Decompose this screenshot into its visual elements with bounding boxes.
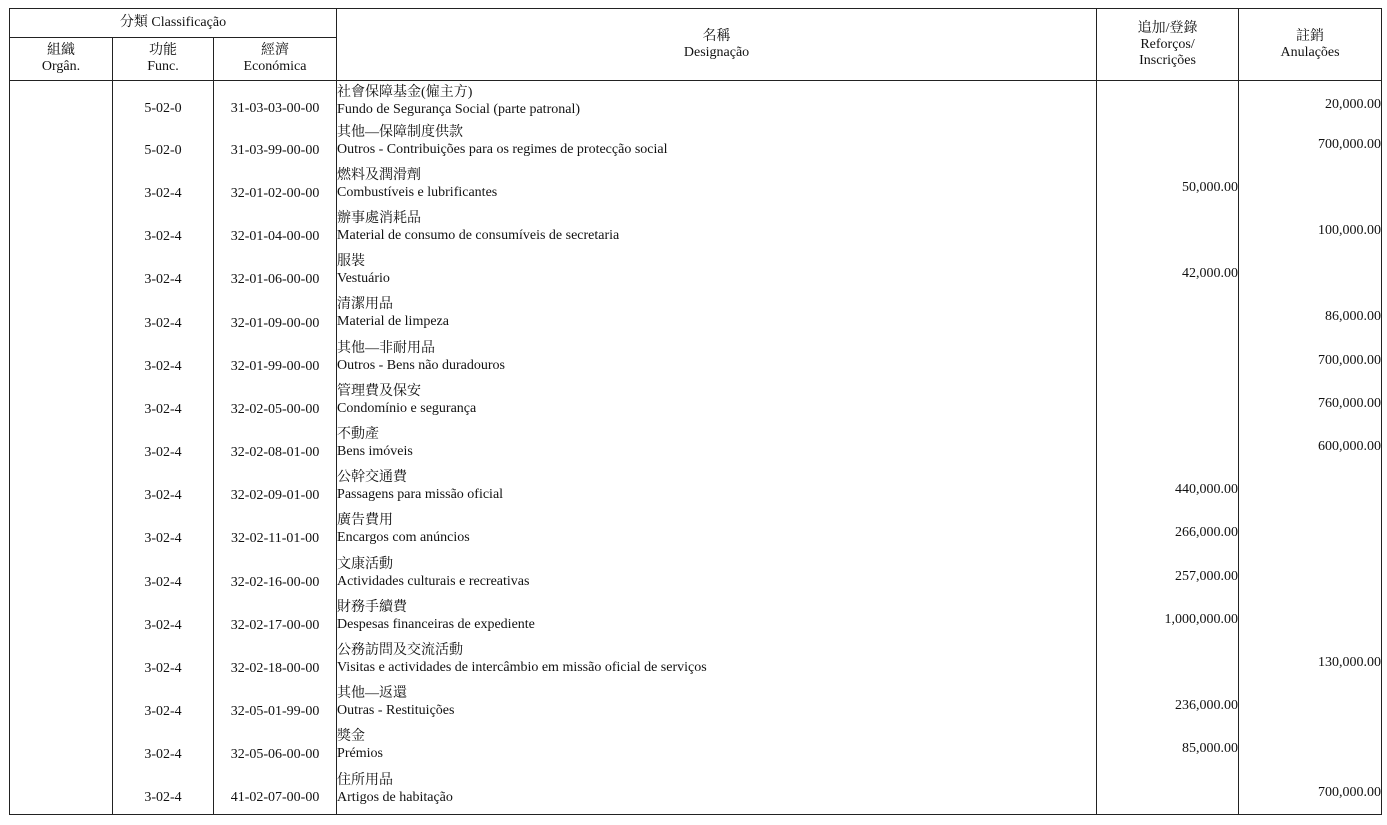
func-code: 3-02-4 [144, 617, 182, 633]
anulacao-cell [1239, 296, 1382, 339]
organ-cell [10, 728, 113, 771]
anulacao-cell [1239, 210, 1382, 253]
eco-code: 41-02-07-00-00 [230, 790, 320, 806]
reforco-amount: 42,000.00 [1182, 266, 1239, 282]
reforco-cell [1097, 685, 1239, 728]
organ-cell [10, 296, 113, 339]
func-code: 3-02-4 [144, 790, 182, 806]
func-cell [113, 167, 214, 210]
anulacao-cell [1239, 599, 1382, 642]
reforco-cell [1097, 210, 1239, 253]
func-header-zh: 功能 [149, 43, 177, 58]
eco-code: 32-02-09-01-00 [230, 488, 320, 504]
func-code: 3-02-4 [144, 315, 182, 331]
organ-cell [10, 685, 113, 728]
anulacao-amount: 700,000.00 [1318, 136, 1382, 152]
table-row [10, 124, 1382, 167]
organ-cell [10, 772, 113, 815]
table-row [10, 167, 1382, 210]
table-row [10, 253, 1382, 296]
designacao-zh: 財務手續費 [337, 599, 408, 615]
anulacao-cell [1239, 512, 1382, 555]
eco-header [214, 38, 337, 81]
designacao-pt: Combustíveis e lubrificantes [337, 184, 498, 200]
func-code: 3-02-4 [144, 574, 182, 590]
organ-header-pt: Orgân. [41, 59, 81, 74]
eco-code: 32-05-01-99-00 [230, 704, 320, 720]
anulacao-cell [1239, 383, 1382, 426]
reforco-amount: 1,000,000.00 [1164, 611, 1239, 627]
designacao-pt: Actividades culturais e recreativas [337, 573, 530, 589]
anulacao-amount: 86,000.00 [1325, 309, 1382, 325]
anulacoes-header-zh: 註銷 [1296, 28, 1325, 44]
reforco-cell [1097, 556, 1239, 599]
anulacao-amount: 20,000.00 [1325, 97, 1382, 112]
eco-cell [214, 167, 337, 210]
organ-header-zh: 組織 [47, 43, 75, 58]
reforco-cell [1097, 642, 1239, 685]
eco-code: 32-05-06-00-00 [230, 747, 320, 763]
reforco-cell [1097, 599, 1239, 642]
anulacao-amount: 760,000.00 [1318, 395, 1382, 411]
anulacao-amount: 700,000.00 [1318, 352, 1382, 368]
anulacao-cell [1239, 167, 1382, 210]
designacao-cell [337, 340, 1097, 383]
designacao-cell [337, 772, 1097, 815]
organ-header [10, 38, 113, 81]
organ-cell [10, 426, 113, 469]
table-row [10, 556, 1382, 599]
designacao-pt: Outros - Contribuições para os regimes de protecção social [337, 141, 668, 157]
anulacao-amount: 700,000.00 [1318, 784, 1382, 800]
designacao-cell [337, 253, 1097, 296]
func-cell [113, 383, 214, 426]
reforco-cell [1097, 383, 1239, 426]
designacao-cell [337, 167, 1097, 210]
organ-cell [10, 642, 113, 685]
reforco-cell [1097, 253, 1239, 296]
designacao-header-pt: Designação [683, 44, 750, 60]
eco-code: 32-01-09-00-00 [230, 315, 320, 331]
anulacoes-header [1239, 9, 1382, 81]
func-cell [113, 556, 214, 599]
eco-cell [214, 340, 337, 383]
table-row [10, 772, 1382, 815]
table-row [10, 642, 1382, 685]
designacao-pt: Despesas financeiras de expediente [337, 616, 535, 632]
reforco-amount: 85,000.00 [1182, 741, 1239, 757]
designacao-pt: Vestuário [337, 271, 390, 287]
designacao-cell [337, 685, 1097, 728]
func-cell [113, 81, 214, 124]
table-row [10, 728, 1382, 771]
anulacao-cell [1239, 469, 1382, 512]
eco-cell [214, 253, 337, 296]
anulacao-cell [1239, 556, 1382, 599]
eco-code: 32-02-18-00-00 [230, 661, 320, 677]
classificacao-header: 分類 Classificação [10, 9, 337, 38]
func-code: 3-02-4 [144, 704, 182, 720]
table-row [10, 340, 1382, 383]
anulacao-cell [1239, 426, 1382, 469]
designacao-zh: 文康活動 [337, 556, 394, 572]
reforcos-header [1097, 9, 1239, 81]
budget-table [9, 8, 1382, 815]
designacao-zh: 公務訪問及交流活動 [337, 642, 464, 658]
designacao-pt: Condomínio e segurança [337, 400, 477, 416]
designacao-cell [337, 599, 1097, 642]
func-header-pt: Func. [147, 59, 179, 74]
anulacao-amount: 100,000.00 [1318, 223, 1382, 239]
func-header [113, 38, 214, 81]
func-code: 5-02-0 [144, 142, 182, 158]
func-code: 3-02-4 [144, 488, 182, 504]
organ-cell [10, 512, 113, 555]
reforco-cell [1097, 469, 1239, 512]
organ-cell [10, 383, 113, 426]
anulacoes-header-pt: Anulações [1280, 44, 1340, 60]
designacao-cell [337, 124, 1097, 167]
func-code: 5-02-0 [144, 101, 182, 117]
func-code: 3-02-4 [144, 185, 182, 201]
func-cell [113, 426, 214, 469]
table-row [10, 685, 1382, 728]
designacao-pt: Outros - Bens não duradouros [337, 357, 506, 373]
eco-cell [214, 124, 337, 167]
eco-code: 32-02-16-00-00 [230, 574, 320, 590]
eco-cell [214, 296, 337, 339]
designacao-cell [337, 642, 1097, 685]
anulacao-amount: 130,000.00 [1318, 654, 1382, 670]
anulacao-cell [1239, 642, 1382, 685]
reforco-cell [1097, 340, 1239, 383]
table-header [10, 9, 1382, 81]
designacao-pt: Material de limpeza [337, 314, 449, 330]
func-cell [113, 296, 214, 339]
designacao-pt: Visitas e actividades de intercâmbio em missão oficial de serviços [337, 659, 707, 675]
table-row [10, 383, 1382, 426]
reforcos-header-zh: 追加/登錄 [1137, 20, 1198, 36]
designacao-cell [337, 296, 1097, 339]
designacao-cell [337, 512, 1097, 555]
designacao-zh: 公幹交通費 [337, 470, 408, 486]
eco-code: 32-01-02-00-00 [230, 185, 320, 201]
func-code: 3-02-4 [144, 445, 182, 461]
organ-cell [10, 599, 113, 642]
designacao-cell [337, 81, 1097, 124]
eco-cell [214, 81, 337, 124]
func-cell [113, 599, 214, 642]
table-row [10, 210, 1382, 253]
eco-cell [214, 426, 337, 469]
designacao-cell [337, 210, 1097, 253]
table-row [10, 599, 1382, 642]
eco-cell [214, 599, 337, 642]
table-row [10, 81, 1382, 124]
designacao-header-zh: 名稱 [702, 28, 731, 44]
reforco-cell [1097, 426, 1239, 469]
designacao-pt: Fundo de Segurança Social (parte patronal) [337, 102, 581, 117]
table-row [10, 426, 1382, 469]
table-row [10, 469, 1382, 512]
reforco-cell [1097, 81, 1239, 124]
anulacao-cell [1239, 253, 1382, 296]
func-cell [113, 772, 214, 815]
reforco-cell [1097, 772, 1239, 815]
designacao-zh: 辦事處消耗品 [337, 211, 422, 227]
anulacao-cell [1239, 340, 1382, 383]
func-cell [113, 469, 214, 512]
reforco-amount: 440,000.00 [1175, 482, 1239, 498]
anulacao-cell [1239, 772, 1382, 815]
func-code: 3-02-4 [144, 401, 182, 417]
eco-code: 32-01-99-00-00 [230, 358, 320, 374]
designacao-zh: 管理費及保安 [337, 383, 422, 399]
eco-cell [214, 512, 337, 555]
func-cell [113, 340, 214, 383]
eco-code: 31-03-99-00-00 [230, 142, 320, 158]
eco-header-pt: Económica [243, 59, 307, 74]
organ-cell [10, 253, 113, 296]
func-cell [113, 124, 214, 167]
organ-cell [10, 340, 113, 383]
reforco-cell [1097, 296, 1239, 339]
func-cell [113, 210, 214, 253]
table-body [10, 81, 1382, 815]
eco-code: 32-02-11-01-00 [230, 531, 320, 547]
designacao-zh: 住所用品 [337, 772, 394, 788]
eco-header-zh: 經濟 [261, 43, 290, 58]
anulacao-cell [1239, 81, 1382, 124]
reforco-amount: 257,000.00 [1175, 568, 1239, 584]
eco-cell [214, 383, 337, 426]
designacao-cell [337, 426, 1097, 469]
designacao-cell [337, 383, 1097, 426]
eco-code: 32-02-05-00-00 [230, 401, 320, 417]
func-code: 3-02-4 [144, 272, 182, 288]
organ-cell [10, 167, 113, 210]
eco-cell [214, 642, 337, 685]
designacao-zh: 燃料及潤滑劑 [337, 167, 422, 183]
anulacao-cell [1239, 728, 1382, 771]
table-row [10, 512, 1382, 555]
func-code: 3-02-4 [144, 229, 182, 245]
anulacao-cell [1239, 685, 1382, 728]
organ-cell [10, 469, 113, 512]
reforco-cell [1097, 728, 1239, 771]
designacao-pt: Bens imóveis [337, 444, 413, 459]
eco-cell [214, 556, 337, 599]
eco-code: 31-03-03-00-00 [230, 101, 320, 117]
organ-cell [10, 210, 113, 253]
designacao-pt: Passagens para missão oficial [337, 487, 504, 503]
designacao-zh: 社會保障基金(僱主方) [337, 85, 473, 100]
func-code: 3-02-4 [144, 747, 182, 763]
designacao-zh: 清潔用品 [337, 297, 394, 313]
eco-code: 32-01-06-00-00 [230, 272, 320, 288]
func-code: 3-02-4 [144, 661, 182, 677]
designacao-pt: Artigos de habitação [337, 789, 453, 805]
table-row [10, 296, 1382, 339]
designacao-pt: Encargos com anúncios [337, 530, 470, 546]
reforcos-header-pt2: Inscrições [1139, 52, 1196, 68]
designacao-zh: 廣告費用 [337, 513, 394, 529]
designacao-pt: Material de consumo de consumíveis de secretaria [337, 228, 620, 244]
designacao-zh: 其他—返還 [337, 686, 408, 702]
designacao-cell [337, 469, 1097, 512]
eco-cell [214, 685, 337, 728]
designacao-zh: 其他—非耐用品 [337, 340, 436, 356]
func-code: 3-02-4 [144, 531, 182, 547]
eco-cell [214, 772, 337, 815]
organ-cell [10, 81, 113, 124]
organ-cell [10, 124, 113, 167]
eco-cell [214, 469, 337, 512]
func-cell [113, 728, 214, 771]
designacao-cell [337, 728, 1097, 771]
reforco-cell [1097, 512, 1239, 555]
reforco-amount: 236,000.00 [1175, 698, 1239, 714]
designacao-zh: 獎金 [337, 729, 366, 745]
func-code: 3-02-4 [144, 358, 182, 374]
reforcos-header-pt1: Reforços/ [1140, 36, 1195, 52]
eco-cell [214, 210, 337, 253]
organ-cell [10, 556, 113, 599]
anulacao-amount: 600,000.00 [1318, 439, 1382, 454]
func-cell [113, 253, 214, 296]
designacao-cell [337, 556, 1097, 599]
eco-code: 32-01-04-00-00 [230, 229, 320, 245]
designacao-pt: Prémios [337, 746, 383, 762]
reforco-cell [1097, 167, 1239, 210]
func-cell [113, 642, 214, 685]
reforco-amount: 50,000.00 [1182, 179, 1239, 195]
anulacao-cell [1239, 124, 1382, 167]
designacao-zh: 其他—保障制度供款 [337, 124, 464, 140]
func-cell [113, 685, 214, 728]
eco-code: 32-02-17-00-00 [230, 617, 320, 633]
func-cell [113, 512, 214, 555]
eco-code: 32-02-08-01-00 [230, 445, 320, 461]
eco-cell [214, 728, 337, 771]
designacao-zh: 不動產 [337, 427, 380, 442]
reforco-cell [1097, 124, 1239, 167]
reforco-amount: 266,000.00 [1175, 525, 1239, 541]
designacao-header [337, 9, 1097, 81]
designacao-pt: Outras - Restituições [337, 703, 455, 719]
designacao-zh: 服裝 [337, 254, 366, 270]
